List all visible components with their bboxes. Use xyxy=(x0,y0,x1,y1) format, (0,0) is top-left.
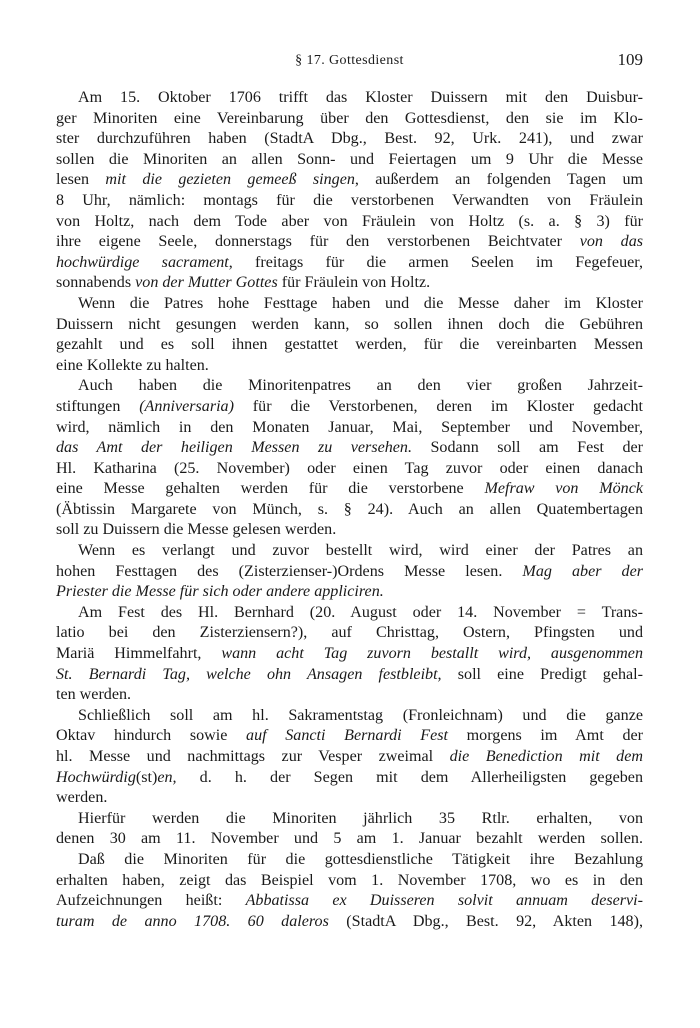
text-segment: Aufzeichnungen heißt: xyxy=(56,892,246,910)
text-segment: eine Messe gehalten werden für die verstorbene xyxy=(56,480,485,498)
text-segment: , freitags für die armen Seelen im Fegefeuer, xyxy=(228,253,643,271)
text-line xyxy=(56,88,643,109)
text-segment: sollen die Minoriten an allen Sonn- und Feiertagen um 9 Uhr die Messe xyxy=(56,150,643,168)
text-line xyxy=(56,541,643,562)
text-line xyxy=(56,191,643,212)
text-segment: Hl. Katharina (25. November) oder einen Tag zuvor oder einen danach xyxy=(56,459,643,477)
text-segment: erhalten haben, zeigt das Beispiel vom 1. November 1708, wo es in den xyxy=(56,871,643,889)
italic-text: von das xyxy=(579,233,644,251)
text-segment: soll eine Predigt gehal- xyxy=(441,665,643,683)
text-line xyxy=(56,294,643,315)
text-line xyxy=(56,706,643,727)
italic-text: hochwürdige sacrament xyxy=(56,253,229,271)
text-segment: wird, nämlich in den Monaten Januar, Mai, September und November, xyxy=(56,418,643,436)
text-segment: (Äbtissin Margarete von Münch, s. § 24). Auch an allen Quatembertagen xyxy=(56,500,643,518)
text-line xyxy=(56,726,643,747)
text-segment: eine Kollekte zu halten. xyxy=(56,356,209,374)
text-line xyxy=(56,644,643,665)
body-text xyxy=(56,88,643,932)
text-segment: Am Fest des Hl. Bernhard (20. August oder 14. November = Trans- xyxy=(78,603,643,621)
text-segment: ihre eigene Seele, donnerstags für den verstorbenen Beichtvater xyxy=(56,233,580,251)
text-line xyxy=(56,809,643,830)
text-line xyxy=(56,376,643,397)
italic-text: das Amt der heiligen Messen zu versehen. xyxy=(56,439,412,457)
text-segment: morgens im Amt der xyxy=(448,727,643,745)
text-segment: d. h. der Segen mit dem Allerheiligsten gegeben xyxy=(176,768,643,786)
text-line xyxy=(56,582,643,603)
text-segment: Mariä Himmelfahrt, xyxy=(56,645,222,663)
text-line xyxy=(56,418,643,439)
text-line xyxy=(56,170,643,191)
running-title: § 17. Gottesdienst xyxy=(295,53,404,68)
text-line xyxy=(56,912,643,933)
text-line xyxy=(56,397,643,418)
text-segment: (StadtA Dbg., Best. 92, Akten 148), xyxy=(328,912,643,930)
italic-text: Mefraw von Mönck xyxy=(484,480,643,498)
text-segment: hohen Festtagen des (Zisterzienser-)Ordens Messe lesen. xyxy=(56,562,523,580)
text-line xyxy=(56,665,643,686)
text-line xyxy=(56,212,643,233)
italic-text: die Benediction mit dem xyxy=(449,748,643,765)
page-number: 109 xyxy=(617,50,643,69)
italic-text: von der Mutter Gottes xyxy=(135,274,278,292)
text-segment: Wenn es verlangt und zuvor bestellt wird, wird einer der Patres an xyxy=(78,542,643,560)
italic-text: Hochwürdig xyxy=(56,768,136,786)
text-segment: denen 30 am 11. November und 5 am 1. Januar bezahlt werden sollen. xyxy=(56,830,643,848)
text-segment: Duissern nicht gesungen werden kann, so sollen ihnen doch die Gebühren xyxy=(56,315,643,333)
text-line xyxy=(56,232,643,253)
text-segment: stiftungen xyxy=(56,397,140,415)
text-line xyxy=(56,788,643,809)
text-segment: ster durchzuführen haben (StadtA Dbg., Best. 92, Urk. 241), und zwar xyxy=(56,130,643,148)
text-segment: Oktav hindurch sowie xyxy=(56,727,247,745)
text-line xyxy=(56,768,643,789)
text-line xyxy=(56,891,643,912)
text-line xyxy=(56,871,643,892)
text-segment: soll zu Duissern die Messe gelesen werden. xyxy=(56,521,337,539)
text-segment: ten werden. xyxy=(56,686,132,704)
text-line xyxy=(56,150,643,171)
text-segment: Daß die Minoriten für die gottesdienstliche Tätigkeit ihre Bezahlung xyxy=(78,850,643,868)
text-segment: gezahlt und es soll ihnen gestattet werden, für die vereinbarten Messen xyxy=(56,336,643,354)
text-line xyxy=(56,603,643,624)
text-line xyxy=(56,459,643,480)
italic-text: St. Bernardi Tag, welche ohn Ansagen festbleibt, xyxy=(56,665,442,683)
text-segment: latio bei den Zisterziensern?), auf Christtag, Ostern, Pfingsten und xyxy=(56,624,643,642)
text-segment: 8 Uhr, nämlich: montags für die verstorbenen Verwandten von Fräulein xyxy=(56,191,643,209)
text-segment: sonnabends xyxy=(56,274,136,292)
text-segment: Hierfür werden die Minoriten jährlich 35 Rtlr. erhalten, von xyxy=(78,809,643,827)
italic-text: en, xyxy=(157,768,177,786)
text-segment: Schließlich soll am hl. Sakramentstag (Fronleichnam) und die ganze xyxy=(78,706,643,724)
text-segment: Sodann soll am Fest der xyxy=(412,439,643,457)
text-line xyxy=(56,685,643,706)
text-line xyxy=(56,829,643,850)
text-line xyxy=(56,109,643,130)
italic-text: mit die gezieten gemeeß singen xyxy=(105,171,355,189)
text-line xyxy=(56,520,643,541)
text-line xyxy=(56,273,643,294)
text-segment: (st) xyxy=(135,768,158,786)
text-segment: Auch haben die Minoritenpatres an den vier großen Jahrzeit- xyxy=(78,377,643,395)
text-line xyxy=(56,356,643,377)
text-segment: für die Verstorbenen, deren im Kloster gedacht xyxy=(233,397,643,415)
text-segment: ger Minoriten eine Vereinbarung über den Gottesdienst, den sie im Klo- xyxy=(56,109,643,127)
page-header xyxy=(56,50,643,74)
text-segment: von Holtz, nach dem Tode aber von Fräulein von Holtz (s. a. § 3) für xyxy=(56,212,643,230)
text-line xyxy=(56,438,643,459)
text-line xyxy=(56,335,643,356)
text-segment: Am 15. Oktober 1706 trifft das Kloster Duissern mit den Duisbur- xyxy=(78,89,643,106)
italic-text: turam de anno 1708. 60 daleros xyxy=(56,912,329,930)
text-segment: werden. xyxy=(56,789,108,807)
text-line xyxy=(56,315,643,336)
italic-text: (Anniversaria) xyxy=(139,397,234,415)
text-line xyxy=(56,479,643,500)
italic-text: Abbatissa ex Duisseren solvit annuam deservi- xyxy=(245,892,643,910)
text-segment: für Fräulein von Holtz. xyxy=(277,274,431,292)
text-segment: , außerdem an folgenden Tagen um xyxy=(354,171,644,189)
text-line xyxy=(56,253,643,274)
italic-text: Priester die Messe für sich oder andere appliciren. xyxy=(56,583,384,601)
text-line xyxy=(56,747,643,768)
text-line xyxy=(56,623,643,644)
text-segment: Wenn die Patres hohe Festtage haben und die Messe daher im Kloster xyxy=(78,294,643,312)
italic-text: Mag aber der xyxy=(522,562,644,580)
text-segment: hl. Messe und nachmittags zur Vesper zweimal xyxy=(56,748,450,765)
text-line xyxy=(56,500,643,521)
text-line xyxy=(56,562,643,583)
italic-text: auf Sancti Bernardi Fest xyxy=(246,727,448,745)
text-segment: lesen xyxy=(56,171,106,189)
text-line xyxy=(56,129,643,150)
text-line xyxy=(56,850,643,871)
italic-text: wann acht Tag zuvorn bestallt wird, ausgenommen xyxy=(221,645,643,663)
